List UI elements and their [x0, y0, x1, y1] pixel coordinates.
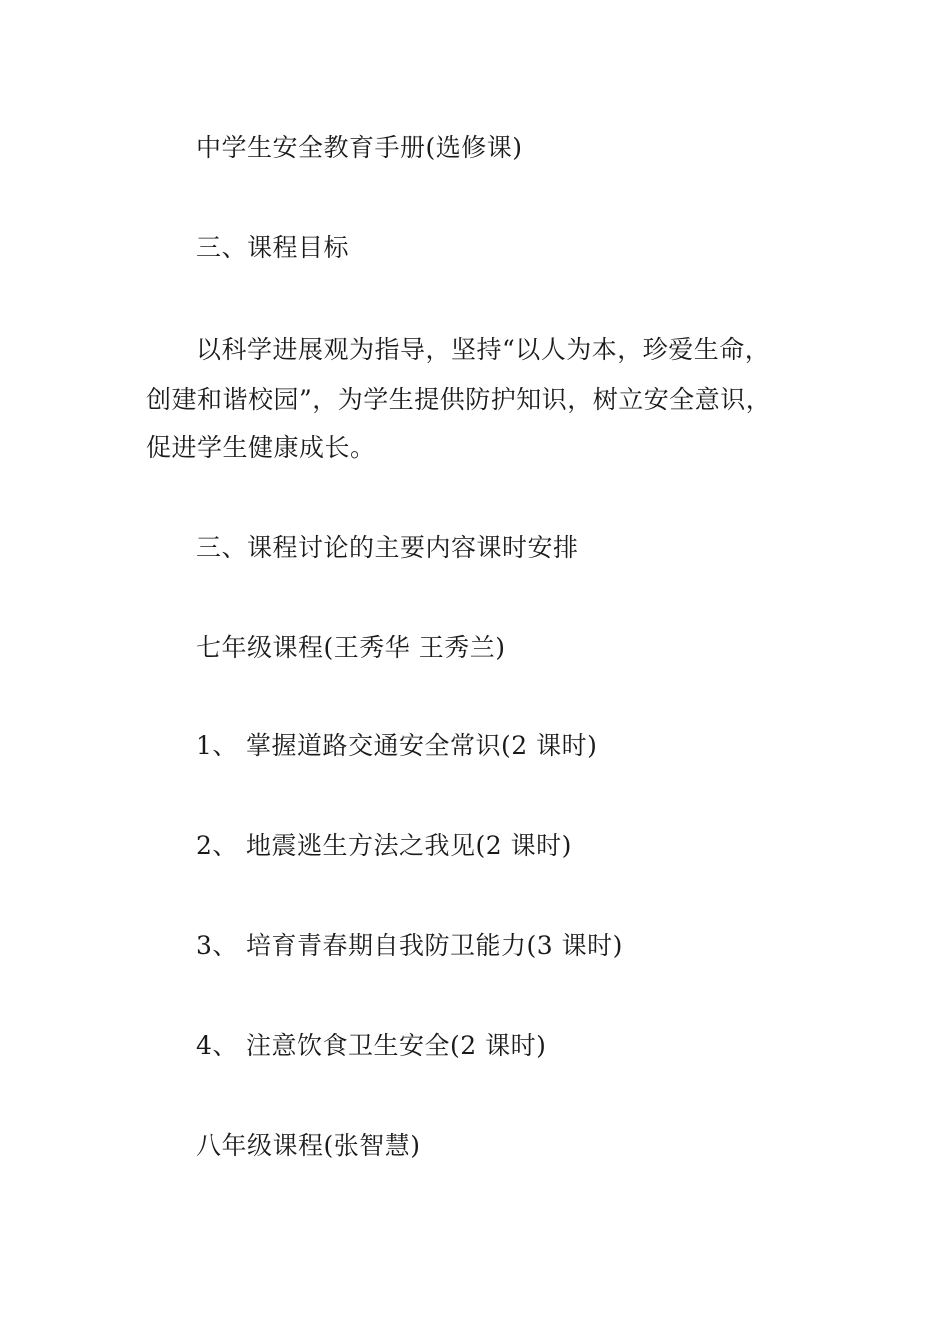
grade7-item-1: [196, 721, 597, 771]
list-item-number: 1、: [196, 731, 238, 760]
grade7-item-4: [196, 1021, 546, 1071]
list-item-text: 培育青春期自我防卫能力(3 课时): [246, 931, 623, 960]
list-item-text: 掌握道路交通安全常识(2 课时): [246, 731, 598, 760]
list-item-text: 注意饮食卫生安全(2 课时): [246, 1031, 547, 1060]
grade8-heading: 八年级课程(张智慧): [196, 1131, 421, 1160]
list-item-number: 4、: [196, 1031, 238, 1060]
goal-paragraph-line-3: 促进学生健康成长。: [146, 433, 376, 462]
section-goal-heading: 三、课程目标: [196, 233, 350, 262]
section-content-heading: 三、课程讨论的主要内容课时安排: [196, 533, 579, 562]
grade7-heading: 七年级课程(王秀华 王秀兰): [196, 633, 506, 662]
grade7-item-2: [196, 821, 572, 871]
list-item-text: 地震逃生方法之我见(2 课时): [246, 831, 572, 860]
document-title-line: 中学生安全教育手册(选修课): [196, 133, 523, 162]
grade7-item-3: [196, 921, 623, 971]
goal-paragraph-line-2: 创建和谐校园”，为学生提供防护知识，树立安全意识，: [146, 385, 772, 414]
list-item-number: 3、: [196, 931, 238, 960]
list-item-number: 2、: [196, 831, 238, 860]
goal-paragraph-line-1: 以科学进展观为指导，坚持“以人为本，珍爱生命，: [196, 335, 771, 364]
